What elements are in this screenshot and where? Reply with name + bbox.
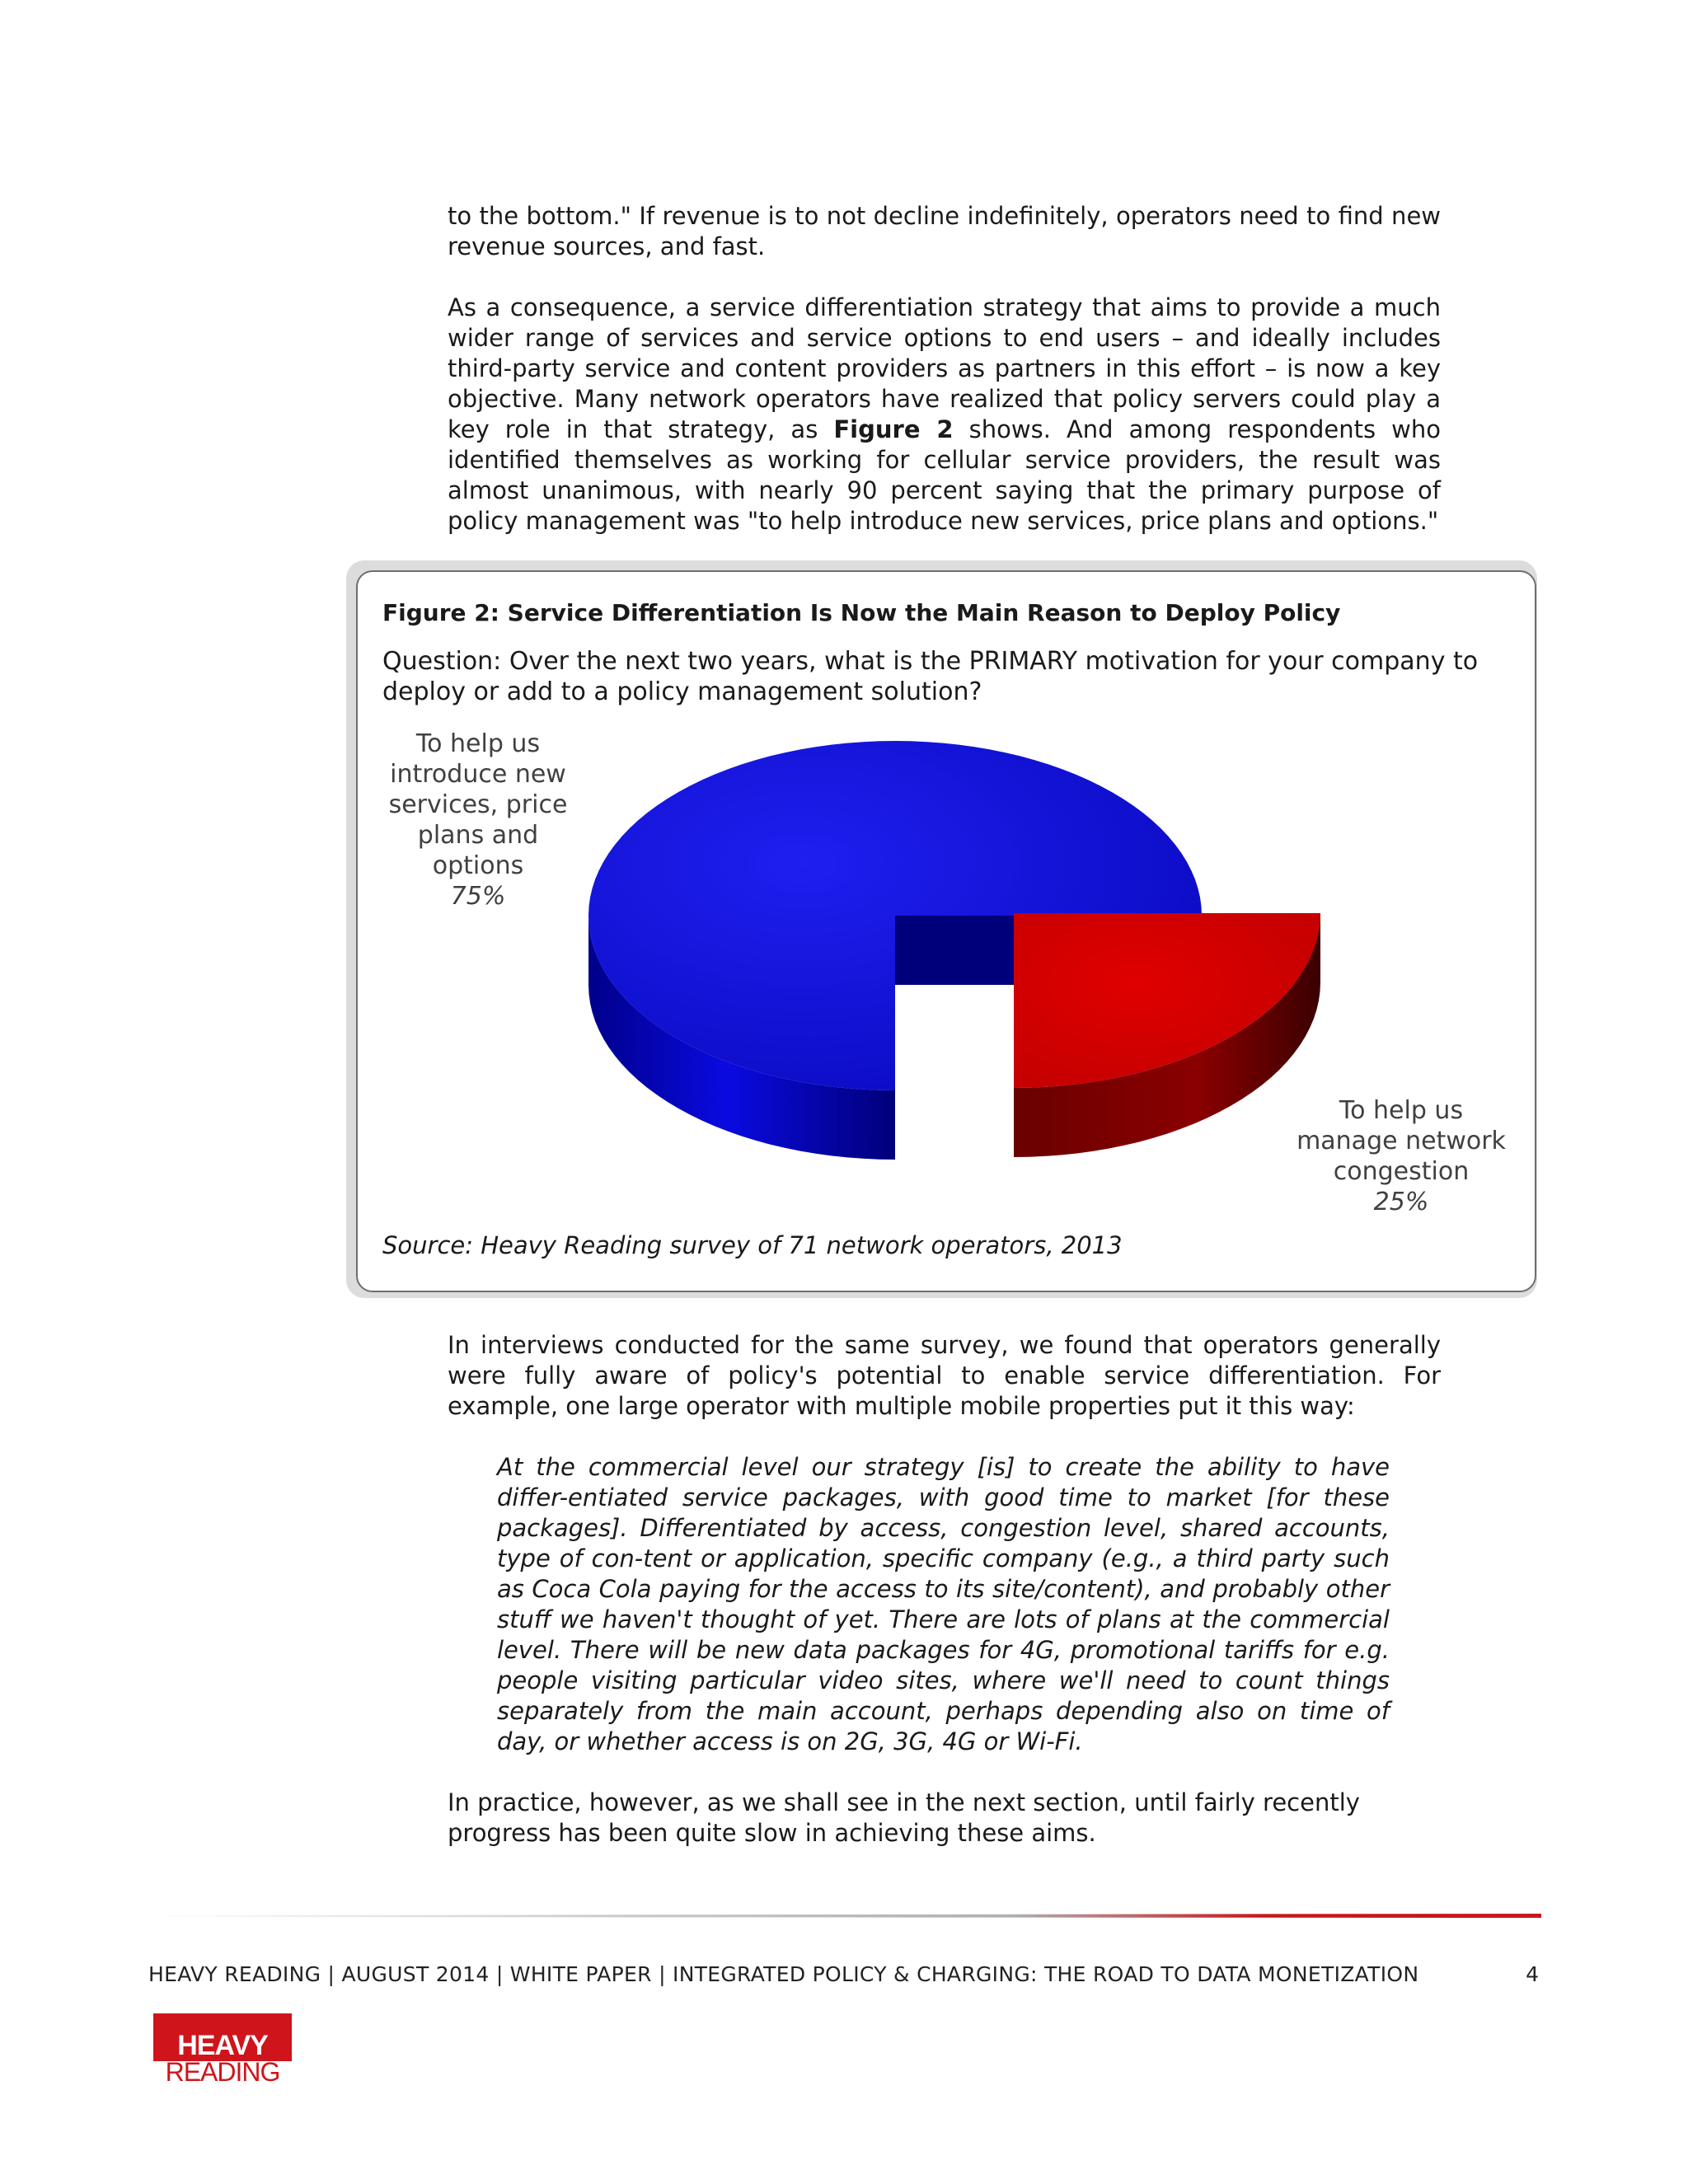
label-percent: 75% xyxy=(450,882,506,911)
figure-title: Figure 2: Service Differentiation Is Now the Main Reason to Deploy Policy xyxy=(382,599,1341,626)
label-line: introduce new xyxy=(390,760,566,789)
label-line: options xyxy=(432,851,524,880)
figure-question: Question: Over the next two years, what is the PRIMARY motivation for your company to deploy or add to a policy management solution? xyxy=(382,647,1479,706)
footer-text: HEAVY READING | AUGUST 2014 | WHITE PAPER | INTEGRATED POLICY & CHARGING: THE ROAD TO DATA MONETIZATION xyxy=(148,1962,1419,1986)
interviews-paragraph: In interviews conducted for the same survey, we found that operators generally were fully aware of policy's potential to enable service differentiation. For example, one large operator with multiple mobile properties put it this way: xyxy=(448,1331,1441,1420)
pie-label-services xyxy=(371,729,585,912)
closing-paragraph: In practice, however, as we shall see in the next section, until fairly recently progress has been quite slow in achieving these aims. xyxy=(448,1788,1360,1847)
label-line: manage network xyxy=(1296,1127,1506,1155)
heavy-reading-logo xyxy=(153,2013,292,2083)
footer-rule xyxy=(148,1910,1541,1924)
operator-quote: At the commercial level our strategy [is] to create the ability to have differ-entiated service packages, with good time to market [for these packages]. Differentiated by access, congestion level, shared accounts, type of con-tent or application, specific company (e.g., a third party such as Coca Cola paying for the access to its site/content), and probably other stuff we haven't thought of yet. There are lots of plans at the commercial level. There will be new data packages for 4G, promotional tariffs for e.g. people visiting particular video sites, where we'll need to count things separately from the main account, perhaps depending also on time of day, or whether access is on 2G, 3G, 4G or Wi-Fi. xyxy=(497,1453,1390,1755)
para2-text-a: As a consequence, a service differentiation strategy that aims to provide a much wider range of services and service options to end users – and ideally includes third-party service and content providers as partners in this effort – is now a key objective. Many network operators have realized that policy servers could play a key role in that strategy, as xyxy=(448,293,1441,443)
svg-text:HEAVY: HEAVY xyxy=(177,2030,268,2061)
figure-2-reference: Figure 2 xyxy=(833,415,954,443)
label-line: services, price xyxy=(388,790,568,819)
label-line: To help us xyxy=(1339,1096,1464,1125)
label-line: congestion xyxy=(1333,1157,1470,1186)
para2-text-b: shows. And among respondents who identified themselves as working for cellular service providers, the result was almost unanimous, with nearly 90 percent saying that the primary purpose of policy management was "to help introduce new services, price plans and options." xyxy=(448,415,1441,535)
page-number: 4 xyxy=(1526,1962,1539,1986)
label-line: To help us xyxy=(415,729,541,758)
label-line: plans and xyxy=(417,821,539,850)
label-percent: 25% xyxy=(1373,1188,1429,1216)
figure-source: Source: Heavy Reading survey of 71 network operators, 2013 xyxy=(382,1231,1123,1259)
intro-paragraph: to the bottom." If revenue is to not decline indefinitely, operators need to find new revenue sources, and fast. xyxy=(448,202,1441,260)
svg-text:READING: READING xyxy=(165,2057,280,2083)
pie-label-congestion xyxy=(1282,1095,1521,1217)
